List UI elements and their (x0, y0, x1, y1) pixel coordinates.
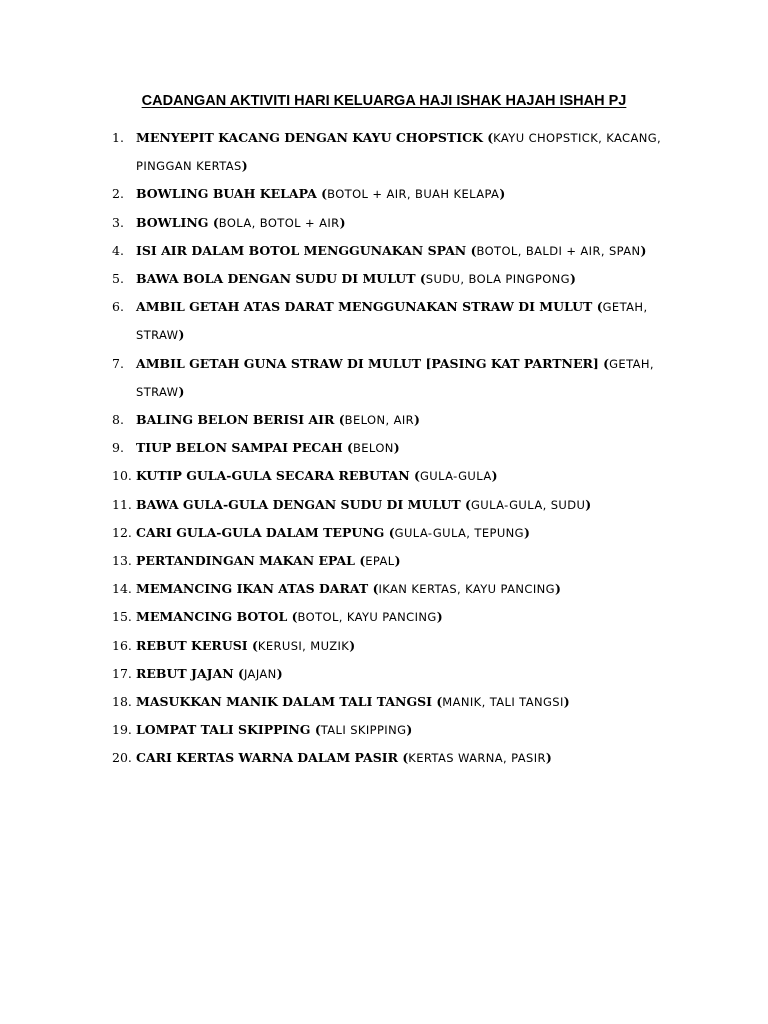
list-item-content (136, 632, 672, 660)
list-item-number: 3. (112, 214, 124, 230)
close-paren: ) (436, 609, 443, 625)
list-item (112, 293, 672, 349)
open-paren: ( (415, 271, 426, 287)
list-item (112, 434, 672, 462)
list-item-number: 18. (112, 694, 132, 710)
list-item (112, 603, 672, 631)
activity-materials: BOTOL, KAYU PANCING (297, 610, 437, 625)
list-item (112, 519, 672, 547)
list-item-number: 20. (112, 750, 132, 766)
list-item-number: 17. (112, 665, 132, 681)
list-item-number: 13. (112, 553, 132, 569)
list-item-content (136, 491, 672, 519)
list-item-number: 10. (112, 468, 132, 484)
list-item-number: 14. (112, 581, 132, 597)
activity-materials: GETAH, STRAW (136, 300, 648, 343)
open-paren: ( (342, 440, 353, 456)
activity-materials: IKAN KERTAS, KAYU PANCING (378, 582, 555, 597)
list-item (112, 688, 672, 716)
open-paren: ( (466, 242, 477, 258)
list-item (112, 265, 672, 293)
list-item-content (136, 406, 672, 434)
open-paren: ( (334, 412, 345, 428)
activity-name: MEMANCING BOTOL (136, 609, 288, 625)
open-paren: ( (598, 355, 610, 371)
close-paren: ) (394, 553, 401, 569)
list-item-number: 6. (112, 299, 124, 315)
list-item-number: 9. (112, 440, 124, 456)
list-item-number: 7. (112, 355, 124, 371)
close-paren: ) (349, 637, 356, 653)
list-item (112, 547, 672, 575)
list-item-content (136, 124, 672, 180)
activity-materials: SUDU, BOLA PINGPONG (425, 272, 570, 287)
activity-materials: GETAH, STRAW (136, 356, 654, 399)
list-item-content (136, 265, 672, 293)
list-item-number: 12. (112, 524, 132, 540)
activity-materials: TALI SKIPPING (320, 723, 407, 738)
open-paren: ( (384, 524, 395, 540)
list-item-content (136, 575, 672, 603)
list-item-content (136, 547, 672, 575)
activity-materials: GULA-GULA, TEPUNG (394, 525, 524, 540)
close-paren: ) (640, 242, 647, 258)
open-paren: ( (354, 553, 366, 569)
open-paren: ( (368, 581, 379, 597)
list-item-number: 4. (112, 242, 124, 258)
activity-name: REBUT KERUSI (136, 637, 248, 653)
activity-materials: BELON (352, 441, 394, 456)
close-paren: ) (545, 750, 552, 766)
close-paren: ) (178, 383, 185, 399)
list-item-number: 15. (112, 609, 132, 625)
activity-materials: KERTAS WARNA, PASIR (408, 751, 546, 766)
activity-name: ISI AIR DALAM BOTOL MENGGUNAKAN SPAN (136, 242, 467, 258)
list-item (112, 124, 672, 180)
activity-name: LOMPAT TALI SKIPPING (136, 722, 311, 738)
activity-name: BALING BELON BERISI AIR (136, 412, 335, 428)
activity-materials: BOTOL + AIR, BUAH KELAPA (327, 187, 500, 202)
list-item (112, 660, 672, 688)
close-paren: ) (499, 186, 506, 202)
activity-materials: MANIK, TALI TANGSI (442, 695, 564, 710)
activity-materials: BELON, AIR (344, 413, 415, 428)
open-paren: ( (287, 609, 298, 625)
list-item (112, 575, 672, 603)
list-item (112, 462, 672, 490)
activity-name: CARI GULA-GULA DALAM TEPUNG (136, 524, 385, 540)
list-item-content (136, 350, 672, 406)
activity-name: BOWLING BUAH KELAPA (136, 186, 317, 202)
open-paren: ( (482, 130, 494, 145)
list-item (112, 491, 672, 519)
activity-materials: JAJAN (243, 666, 277, 681)
list-item-content (136, 716, 672, 744)
list-item-number: 5. (112, 271, 124, 287)
list-item-number: 8. (112, 412, 124, 428)
activity-name: PERTANDINGAN MAKAN EPAL (136, 553, 355, 569)
list-item-number: 1. (112, 130, 124, 145)
list-item (112, 744, 672, 772)
open-paren: ( (233, 665, 244, 681)
close-paren: ) (406, 722, 413, 738)
list-item-content (136, 462, 672, 490)
activity-list (112, 124, 672, 773)
open-paren: ( (592, 299, 603, 315)
list-item-content (136, 293, 672, 349)
open-paren: ( (409, 468, 420, 484)
activity-name: KUTIP GULA-GULA SECARA REBUTAN (136, 468, 410, 484)
document-title-text: CADANGAN AKTIVITI HARI KELUARGA HAJI ISHAK HAJAH ISHAH PJ (141, 93, 627, 109)
close-paren: ) (491, 468, 498, 484)
list-item-content (136, 209, 672, 237)
list-item-content (136, 660, 672, 688)
list-item-content (136, 180, 672, 208)
open-paren: ( (208, 214, 219, 230)
list-item-content (136, 744, 672, 772)
activity-materials: GULA-GULA (419, 469, 492, 484)
list-item-number: 2. (112, 186, 124, 202)
activity-name: AMBIL GETAH GUNA STRAW DI MULUT [PASING KAT PARTNER] (136, 355, 599, 371)
activity-materials: KAYU CHOPSTICK, KACANG, PINGGAN KERTAS (136, 131, 662, 174)
open-paren: ( (316, 186, 328, 202)
list-item (112, 237, 672, 265)
list-item (112, 716, 672, 744)
list-item (112, 406, 672, 434)
close-paren: ) (414, 412, 420, 428)
close-paren: ) (393, 440, 400, 456)
close-paren: ) (178, 327, 185, 343)
list-item-content (136, 603, 672, 631)
activity-name: MENYEPIT KACANG DENGAN KAYU CHOPSTICK (136, 130, 483, 145)
activity-name: MASUKKAN MANIK DALAM TALI TANGSI (136, 694, 432, 710)
list-item-content (136, 434, 672, 462)
activity-materials: EPAL (365, 554, 395, 569)
activity-materials: BOTOL, BALDI + AIR, SPAN (476, 243, 641, 258)
list-item-number: 16. (112, 637, 132, 653)
list-item-content (136, 519, 672, 547)
close-paren: ) (554, 581, 561, 597)
close-paren: ) (585, 496, 592, 512)
activity-materials: KERUSI, MUZIK (257, 638, 350, 653)
open-paren: ( (460, 496, 471, 512)
list-item (112, 180, 672, 208)
activity-materials: BOLA, BOTOL + AIR (218, 215, 340, 230)
open-paren: ( (247, 637, 258, 653)
list-item-content (136, 237, 672, 265)
activity-name: MEMANCING IKAN ATAS DARAT (136, 581, 369, 597)
close-paren: ) (276, 665, 283, 681)
activity-name: REBUT JAJAN (136, 665, 234, 681)
close-paren: ) (241, 158, 248, 174)
document-title (0, 92, 768, 110)
activity-name: CARI KERTAS WARNA DALAM PASIR (136, 750, 398, 766)
list-item-number: 19. (112, 722, 132, 738)
activity-name: BAWA BOLA DENGAN SUDU DI MULUT (136, 271, 416, 287)
open-paren: ( (397, 750, 409, 766)
open-paren: ( (310, 722, 321, 738)
list-item-content (136, 688, 672, 716)
close-paren: ) (339, 214, 346, 230)
close-paren: ) (523, 524, 530, 540)
close-paren: ) (563, 694, 570, 710)
activity-name: BAWA GULA-GULA DENGAN SUDU DI MULUT (136, 496, 461, 512)
activity-name: TIUP BELON SAMPAI PECAH (136, 440, 343, 456)
activity-name: AMBIL GETAH ATAS DARAT MENGGUNAKAN STRAW DI MULUT (136, 299, 593, 315)
list-item (112, 350, 672, 406)
close-paren: ) (569, 271, 576, 287)
list-item-number: 11. (112, 496, 132, 512)
open-paren: ( (432, 694, 443, 710)
list-item (112, 632, 672, 660)
activity-name: BOWLING (136, 214, 209, 230)
activity-materials: GULA-GULA, SUDU (470, 497, 586, 512)
list-item (112, 209, 672, 237)
